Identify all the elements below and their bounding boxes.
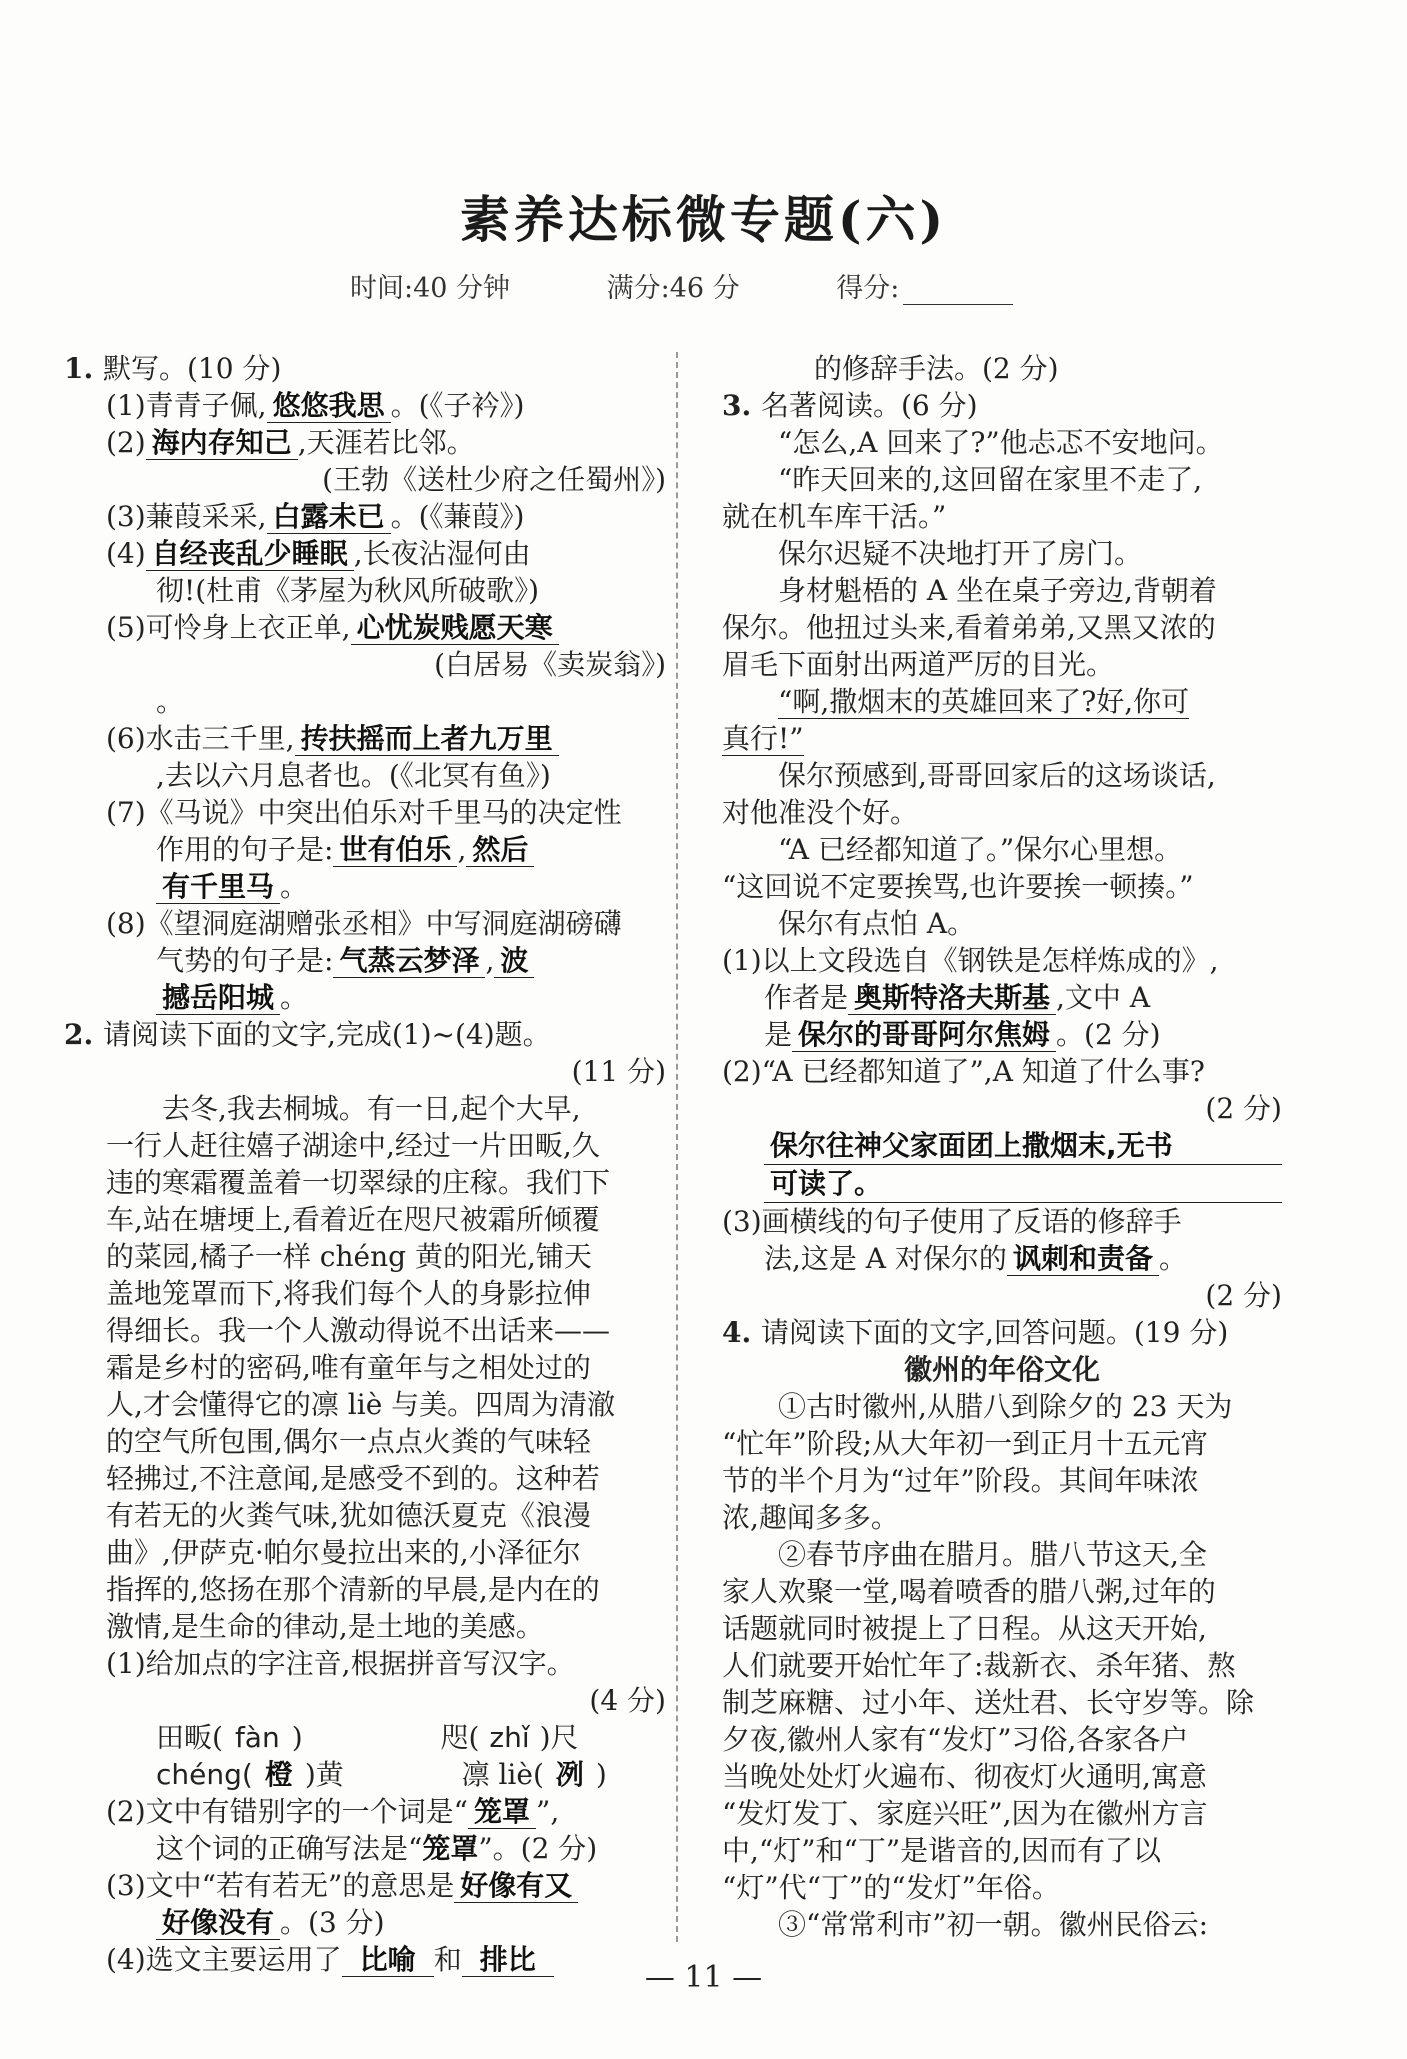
left-column	[64, 350, 666, 1978]
score-label: 得分:	[836, 273, 1101, 304]
q2-passage-4: 车,站在塘埂上,看着近在咫尺被霜所倾覆	[106, 1203, 600, 1236]
q3-text-3: 就在机车库干活。”	[722, 500, 947, 533]
q2-passage-6: 盖地笼罩而下,将我们每个人的身影拉伸	[106, 1277, 591, 1310]
q2-sub4: (4)选文主要运用了 比喻 和 排比	[64, 1941, 666, 1978]
q3-sub3b: 法,这是 A 对保尔的 讽刺和责备 。	[764, 1242, 1187, 1275]
q2-sub3b: 好像没有 。(3 分)	[64, 1904, 666, 1941]
exam-meta	[350, 266, 1189, 305]
page-title: 素养达标微专题(六)	[459, 190, 948, 249]
q3-text-10: 保尔预感到,哥哥回家后的这场谈话,	[778, 759, 1216, 792]
q3-text-4: 保尔迟疑不决地打开了房门。	[778, 537, 1143, 570]
q1-line-7: (7)《马说》中突出伯乐对千里马的决定性	[106, 796, 622, 829]
q1-line-8c: 撼岳阳城 。	[64, 979, 666, 1016]
q1-line-1: (1)青青子佩, 悠悠我思 。(《子衿》)	[106, 389, 525, 422]
q4-text-14: “灯”代“丁”的“发灯”年俗。	[722, 1871, 1060, 1904]
q1-line-8: (8)《望洞庭湖赠张丞相》中写洞庭湖磅礴	[106, 907, 622, 940]
q4-text-9: 制芝麻糖、过小年、送灶君、长守岁等。除	[722, 1686, 1255, 1719]
q4-text-4: 浓,趣闻多多。	[722, 1501, 899, 1534]
q2-sub1-row2: chéng( 橙 )黄 凛 liè( 冽 )	[156, 1758, 607, 1791]
q1-line-7c: 有千里马 。	[64, 868, 666, 905]
q1-line-4b: 彻!(杜甫《茅屋为秋风所破歌》)	[156, 574, 540, 607]
q1-line-6b: ,去以六月息者也。(《北冥有鱼》)	[156, 759, 551, 792]
q2-passage-1: 去冬,我去桐城。有一日,起个大早,	[162, 1092, 581, 1125]
q3-text-2: “昨天回来的,这回留在家里不走了,	[778, 463, 1203, 496]
q4-text-1: ①古时徽州,从腊八到除夕的 23 天为	[778, 1390, 1233, 1423]
q3-text-9: 真行!”	[722, 722, 804, 755]
q4-text-15: ③“常常利市”初一朝。徽州民俗云:	[778, 1908, 1209, 1941]
q4-text-8: 人们就要开始忙年了:裁新衣、杀年猪、熬	[722, 1649, 1236, 1682]
q3-text-12: “A 已经都知道了。”保尔心里想。	[778, 833, 1183, 866]
q4-text-12: “发灯发丁、家庭兴旺”,因为在徽州方言	[722, 1797, 1208, 1830]
q3-text-5: 身材魁梧的 A 坐在桌子旁边,背朝着	[778, 574, 1217, 607]
q1-line-4: (4) 自经丧乱少睡眠 ,长夜沾湿何由	[106, 537, 531, 570]
q3-sub3-score: (2 分)	[1205, 1279, 1282, 1312]
q1-line-5-end: 。	[156, 685, 185, 718]
q2-sub1: (1)给加点的字注音,根据拼音写汉字。	[106, 1647, 575, 1680]
q3-text-8: “啊,撒烟末的英雄回来了?好,你可	[778, 685, 1190, 718]
q2-sub4-end: 的修辞手法。(2 分)	[814, 352, 1059, 385]
q1-line-8b: 气势的句子是: 气蒸云梦泽 , 波	[64, 942, 666, 979]
q2-passage-10: 的空气所包围,偶尔一点点火粪的气味轻	[106, 1425, 591, 1458]
q1-line-7b: 作用的句子是: 世有伯乐 , 然后	[64, 831, 666, 868]
q3-text-13: “这回说不定要挨骂,也许要挨一顿揍。”	[722, 870, 1194, 903]
q3-text-11: 对他准没个好。	[722, 796, 919, 829]
q4-text-11: 当晚处处灯火遍布、彻夜灯火通明,寓意	[722, 1760, 1207, 1793]
q4-text-10: 夕夜,徽州人家有“发灯”习俗,各家各户	[722, 1723, 1189, 1756]
q3-text-7: 眉毛下面射出两道严厉的目光。	[722, 648, 1115, 681]
q4-text-6: 家人欢聚一堂,喝着喷香的腊八粥,过年的	[722, 1575, 1216, 1608]
q1-line-6: (6)水击三千里, 抟扶摇而上者九万里	[64, 720, 666, 757]
q3-sub2-answer-1: 保尔往神父家面团上撒烟末,无书	[722, 1127, 1282, 1165]
q3-sub2-answer-2: 可读了。	[722, 1165, 1282, 1203]
q2-passage-15: 激情,是生命的律动,是土地的美感。	[106, 1610, 544, 1643]
q2-passage-9: 人,才会懂得它的凛 liè 与美。四周为清澈	[106, 1388, 616, 1421]
q2-sub2: (2)文中有错别字的一个词是“ 笼罩 ”,	[106, 1795, 560, 1828]
q2-passage-5: 的菜园,橘子一样 chéng 黄的阳光,铺天	[106, 1240, 592, 1273]
q4-text-13: 中,“灯”和“丁”是谐音的,因而有了以	[722, 1834, 1162, 1867]
q3-heading: 3. 名著阅读。(6 分)	[722, 389, 978, 422]
q2-score: (11 分)	[571, 1055, 666, 1088]
q1-source-2: (王勃《送杜少府之任蜀州》)	[322, 463, 666, 496]
q2-sub1-score: (4 分)	[589, 1684, 666, 1717]
q1-line-5: (5)可怜身上衣正单, 心忧炭贱愿天寒	[64, 609, 666, 646]
q3-sub3: (3)画横线的句子使用了反语的修辞手	[722, 1205, 1182, 1238]
q3-sub1b: 作者是 奥斯特洛夫斯基 ,文中 A	[764, 981, 1151, 1014]
q2-passage-12: 有若无的火粪气味,犹如德沃夏克《浪漫	[106, 1499, 591, 1532]
q3-sub2: (2)“A 已经都知道了”,A 知道了什么事?	[722, 1055, 1205, 1088]
q2-sub3: (3)文中“若有若无”的意思是 好像有又	[64, 1867, 666, 1904]
q2-passage-2: 一行人赶往嬉子湖途中,经过一片田畈,久	[106, 1129, 600, 1162]
q1-line-2: (2) 海内存知己 ,天涯若比邻。	[106, 426, 475, 459]
q3-text-1: “怎么,A 回来了?”他忐忑不安地问。	[778, 426, 1224, 459]
q4-text-5: ②春节序曲在腊月。腊八节这天,全	[778, 1538, 1207, 1571]
q4-text-3: 节的半个月为“过年”阶段。其间年味浓	[722, 1464, 1199, 1497]
q4-passage-title: 徽州的年俗文化	[903, 1353, 1100, 1386]
q2-passage-3: 违的寒霜覆盖着一切翠绿的庄稼。我们下	[106, 1166, 611, 1199]
q1-heading: 1. 默写。(10 分)	[64, 352, 282, 385]
right-column	[722, 350, 1282, 1943]
q4-heading: 4. 请阅读下面的文字,回答问题。(19 分)	[722, 1316, 1229, 1349]
q2-passage-7: 得细长。我一个人激动得说不出话来——	[106, 1314, 611, 1347]
q2-sub2b: 这个词的正确写法是“笼罩”。(2 分)	[156, 1832, 598, 1865]
q4-text-7: 话题就同时被提上了日程。从这天开始,	[722, 1612, 1207, 1645]
q1-line-3: (3)蒹葭采采, 白露未已 。(《蒹葭》)	[106, 500, 525, 533]
q2-sub1-row1: 田畈( fàn ) 咫( zhǐ )尺	[156, 1721, 579, 1754]
q2-heading: 2. 请阅读下面的文字,完成(1)~(4)题。	[64, 1018, 551, 1051]
q2-passage-14: 指挥的,悠扬在那个清新的早晨,是内在的	[106, 1573, 600, 1606]
q2-passage-8: 霜是乡村的密码,唯有童年与之相处过的	[106, 1351, 591, 1384]
score-blank[interactable]	[903, 280, 1013, 305]
full-score-label: 满分:46 分	[606, 273, 740, 304]
q2-passage-13: 曲》,伊萨克·帕尔曼拉出来的,小泽征尔	[106, 1536, 581, 1569]
q3-sub1c: 是 保尔的哥哥阿尔焦姆 。(2 分)	[764, 1018, 1161, 1051]
q1-source-5: (白居易《卖炭翁》)	[434, 648, 666, 681]
q4-text-2: “忙年”阶段;从大年初一到正月十五元宵	[722, 1427, 1209, 1460]
q3-sub2-score: (2 分)	[1205, 1092, 1282, 1125]
time-label: 时间:40 分钟	[350, 273, 511, 304]
q2-passage-11: 轻拂过,不注意闻,是感受不到的。这种若	[106, 1462, 600, 1495]
q3-sub1: (1)以上文段选自《钢铁是怎样炼成的》,	[722, 944, 1219, 977]
q3-text-6: 保尔。他扭过头来,看着弟弟,又黑又浓的	[722, 611, 1216, 644]
page-number: — 11 —	[644, 1960, 763, 1995]
q3-text-14: 保尔有点怕 A。	[778, 907, 976, 940]
column-divider	[676, 352, 678, 1942]
